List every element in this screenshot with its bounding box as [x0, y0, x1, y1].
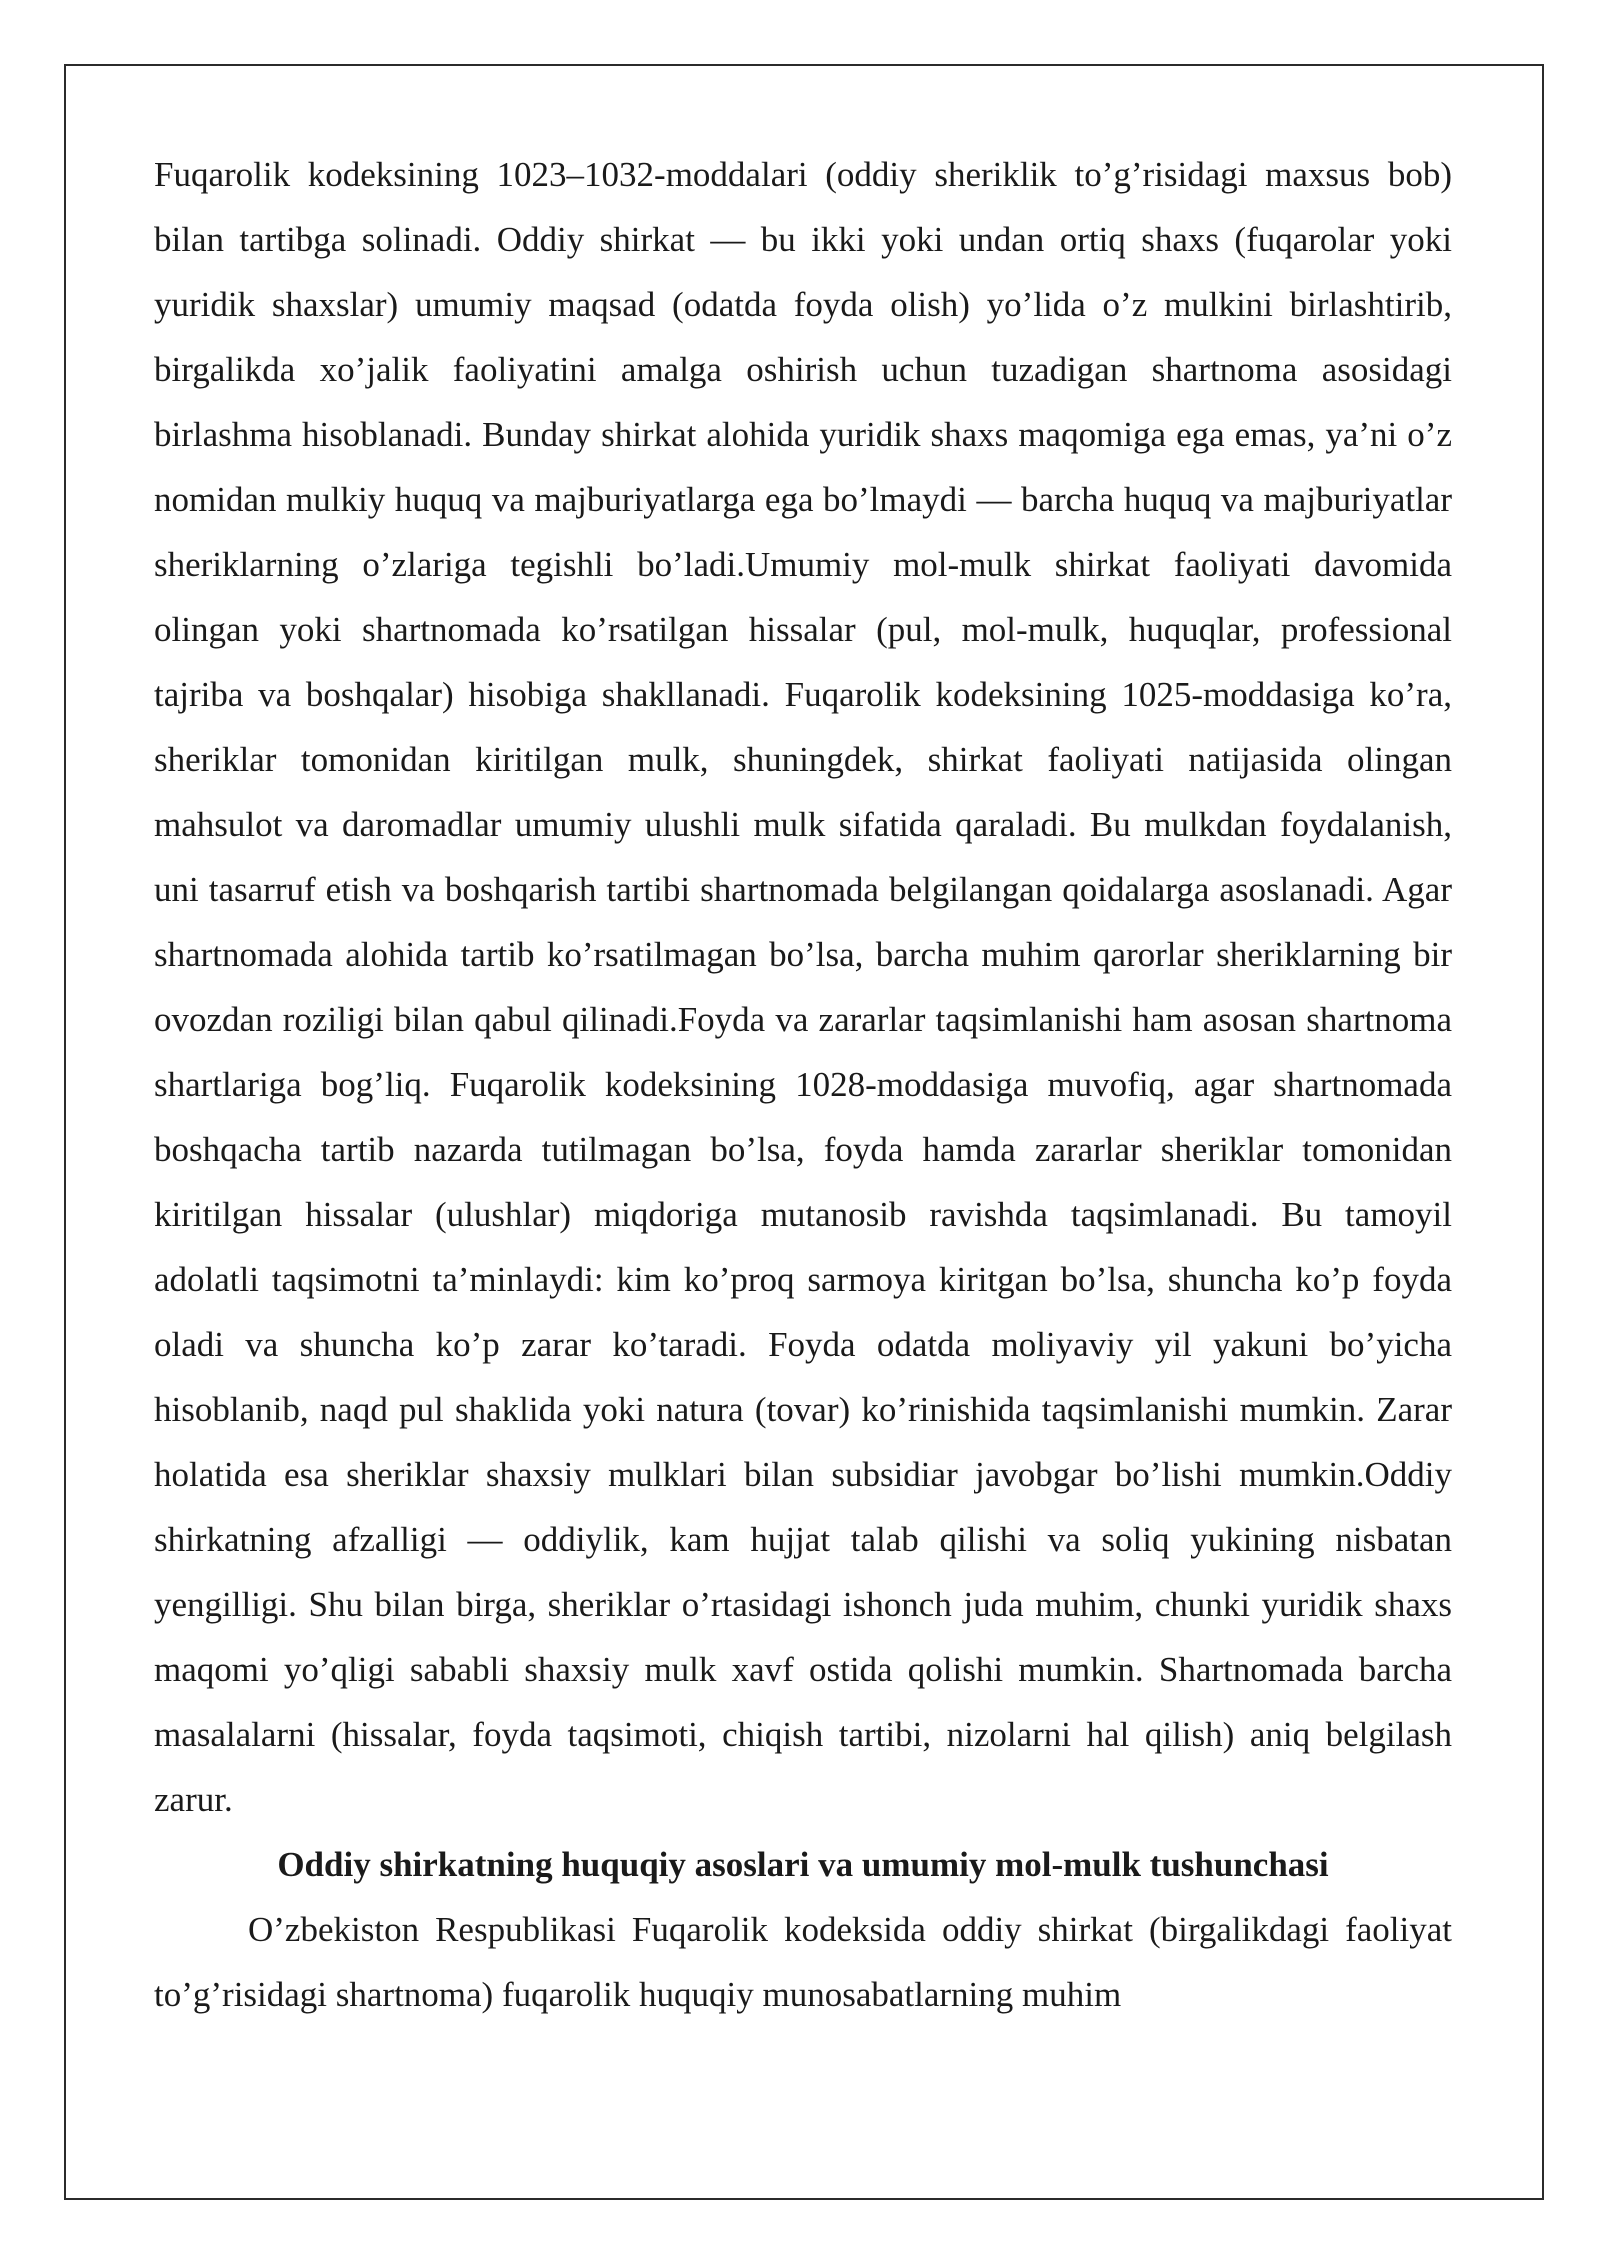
body-paragraph: Fuqarolik kodeksining 1023–1032-moddalari (oddiy sheriklik to’g’risidagi maxsus bob) bilan tartibga solinadi. Oddiy shirkat — bu ikki yoki undan ortiq shaxs (fuqarolar yoki yuridik shaxslar) umumiy maqsad (odatda foyda olish) yo’lida o’z mulkini birlashtirib, birgalikda xo’jalik faoliyatini amalga oshirish uchun tuzadigan shartnoma asosidagi birlashma hisoblanadi. Bunday shirkat alohida yuridik shaxs maqomiga ega emas, ya’ni o’z nomidan mulkiy huquq va majburiyatlarga ega bo’lmaydi — barcha huquq va majburiyatlar sheriklarning o’zlariga tegishli bo’ladi.Umumiy mol-mulk shirkat faoliyati davomida olingan yoki shartnomada ko’rsatilgan hissalar (pul, mol-mulk, huquqlar, professional tajriba va boshqalar) hisobiga shakllanadi. Fuqarolik kodeksining 1025-moddasiga ko’ra, sheriklar tomonidan kiritilgan mulk, shuningdek, shirkat faoliyati natijasida olingan mahsulot va daromadlar umumiy ulushli mulk sifatida qaraladi. Bu mulkdan foydalanish, uni tasarruf etish va boshqarish tartibi shartnomada belgilangan qoidalarga asoslanadi. Agar shartnomada alohida tartib ko’rsatilmagan bo’lsa, barcha muhim qarorlar sheriklarning bir ovozdan roziligi bilan qabul qilinadi.Foyda va zararlar taqsimlanishi ham asosan shartnoma shartlariga bog’liq. Fuqarolik kodeksining 1028-moddasiga muvofiq, agar shartnomada boshqacha tartib nazarda tutilmagan bo’lsa, foyda hamda zararlar sheriklar tomonidan kiritilgan hissalar (ulushlar) miqdoriga mutanosib ravishda taqsimlanadi. Bu tamoyil adolatli taqsimotni ta’minlaydi: kim ko’proq sarmoya kiritgan bo’lsa, shuncha ko’p foyda oladi va shuncha ko’p zarar ko’taradi. Foyda odatda moliyaviy yil yakuni bo’yicha hisoblanib, naqd pul shaklida yoki natura (tovar) ko’rinishida taqsimlanishi mumkin. Zarar holatida esa sheriklar shaxsiy mulklari bilan subsidiar javobgar bo’lishi mumkin.Oddiy shirkatning afzalligi — oddiylik, kam hujjat talab qilishi va soliq yukining nisbatan yengilligi. Shu bilan birga, sheriklar o’rtasidagi ishonch juda muhim, chunki yuridik shaxs maqomi yo’qligi sababli shaxsiy mulk xavf ostida qolishi mumkin. Shartnomada barcha masalalarni (hissalar, foyda taqsimoti, chiqish tartibi, nizolarni hal qilish) aniq belgilash zarur.	[154, 155, 1452, 1819]
body-paragraph-continued: O’zbekiston Respublikasi Fuqarolik kodeksida oddiy shirkat (birgalikdagi faoliyat to’g’risidagi shartnoma) fuqarolik huquqiy munosabatlarning muhim	[154, 1910, 1452, 2014]
document-body	[154, 142, 1452, 2027]
section-heading: Oddiy shirkatning huquqiy asoslari va umumiy mol-mulk tushunchasi	[277, 1845, 1329, 1884]
